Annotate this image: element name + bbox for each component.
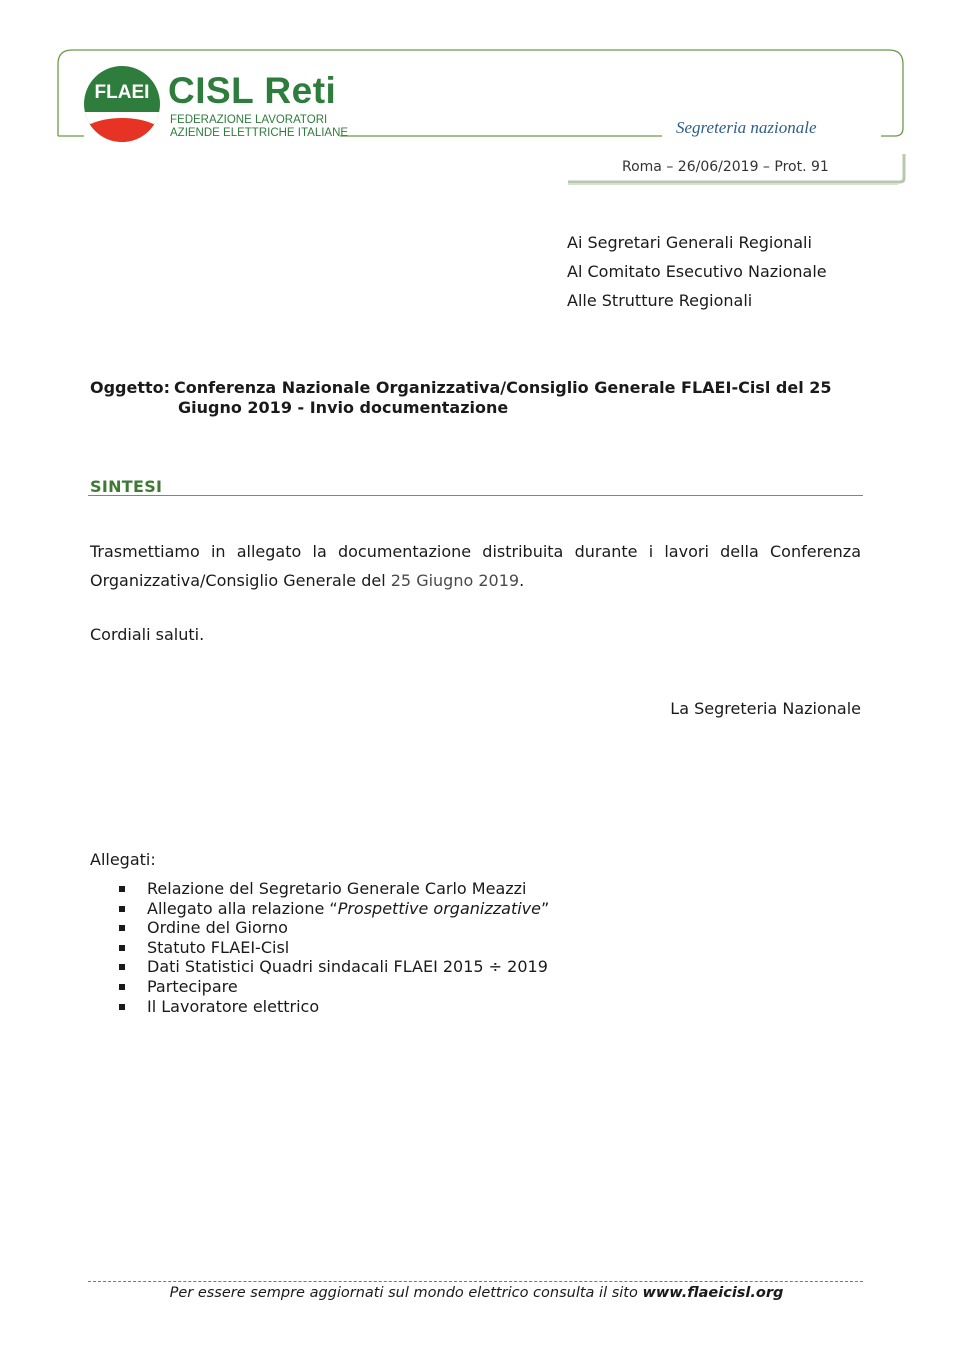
subject-line2: Giugno 2019 - Invio documentazione [178,398,509,417]
attachment-text: Il Lavoratore elettrico [147,996,320,1016]
body-paragraph [90,537,861,595]
body-line2-end: . [519,571,525,590]
protocol-reference: Roma – 26/06/2019 – Prot. 91 [622,159,829,175]
attachment-text: Ordine del Giorno [147,918,288,938]
bullet-icon [119,964,125,970]
recipient-line: Alle Strutture Regionali [567,291,753,310]
attachment-text-prefix: Allegato alla relazione “ [147,898,338,918]
list-item [117,977,549,997]
list-item [117,938,549,958]
list-item [117,957,549,977]
office-name: Segreteria nazionale [676,118,817,137]
list-item [117,879,549,899]
list-item [117,997,549,1017]
body-date: 25 Giugno 2019 [390,571,520,590]
attachment-text: Partecipare [147,976,238,996]
body-line2-text: Organizzativa/Consiglio Generale del [90,571,391,590]
attachment-text-italic: Prospettive organizzative [337,898,541,918]
section-divider [88,495,863,496]
bullet-icon [119,886,125,892]
bullet-icon [119,945,125,951]
signature: La Segreteria Nazionale [670,699,861,718]
logo-subtitle-line2: AZIENDE ELETTRICHE ITALIANE [170,127,349,139]
attachments-list [117,879,549,1016]
attachment-text: Dati Statistici Quadri sindacali FLAEI 2015 ÷ 2019 [147,957,548,977]
attachments-label: Allegati: [90,850,156,869]
recipient-line: Al Comitato Esecutivo Nazionale [567,262,827,281]
subject-block [90,378,870,418]
list-item [117,899,549,919]
footer-text: Per essere sempre aggiornati sul mondo elettrico consulta il sito [169,1285,643,1301]
bullet-icon [119,984,125,990]
section-title: SINTESI [90,477,163,496]
bullet-icon [119,906,125,912]
body-line1: Trasmettiamo in allegato la documentazione distribuita durante i lavori della Conferenza [90,542,861,561]
subject-line1: Conferenza Nazionale Organizzativa/Consiglio Generale FLAEI-Cisl del 25 [174,378,832,397]
body-line2 [90,566,861,595]
bullet-icon [119,925,125,931]
attachment-text: Relazione del Segretario Generale Carlo Meazzi [147,879,527,898]
flaei-badge-icon [84,66,160,142]
footer-divider [88,1281,863,1282]
greeting: Cordiali saluti. [90,625,205,644]
attachment-text-suffix: ” [540,898,550,918]
logo-title: CISL Reti [168,70,337,111]
footer-site-link[interactable]: www.flaeicisl.org [642,1285,784,1301]
list-item [117,918,549,938]
subject-label: Oggetto: [90,378,171,397]
attachment-text: Statuto FLAEI-Cisl [147,937,290,957]
logo-subtitle-line1: FEDERAZIONE LAVORATORI [170,114,328,126]
logo-badge-text: FLAEI [94,82,150,103]
bullet-icon [119,1004,125,1010]
footer-note [0,1285,953,1301]
flaei-cisl-reti-logo [84,66,354,144]
recipient-line: Ai Segretari Generali Regionali [567,233,812,252]
